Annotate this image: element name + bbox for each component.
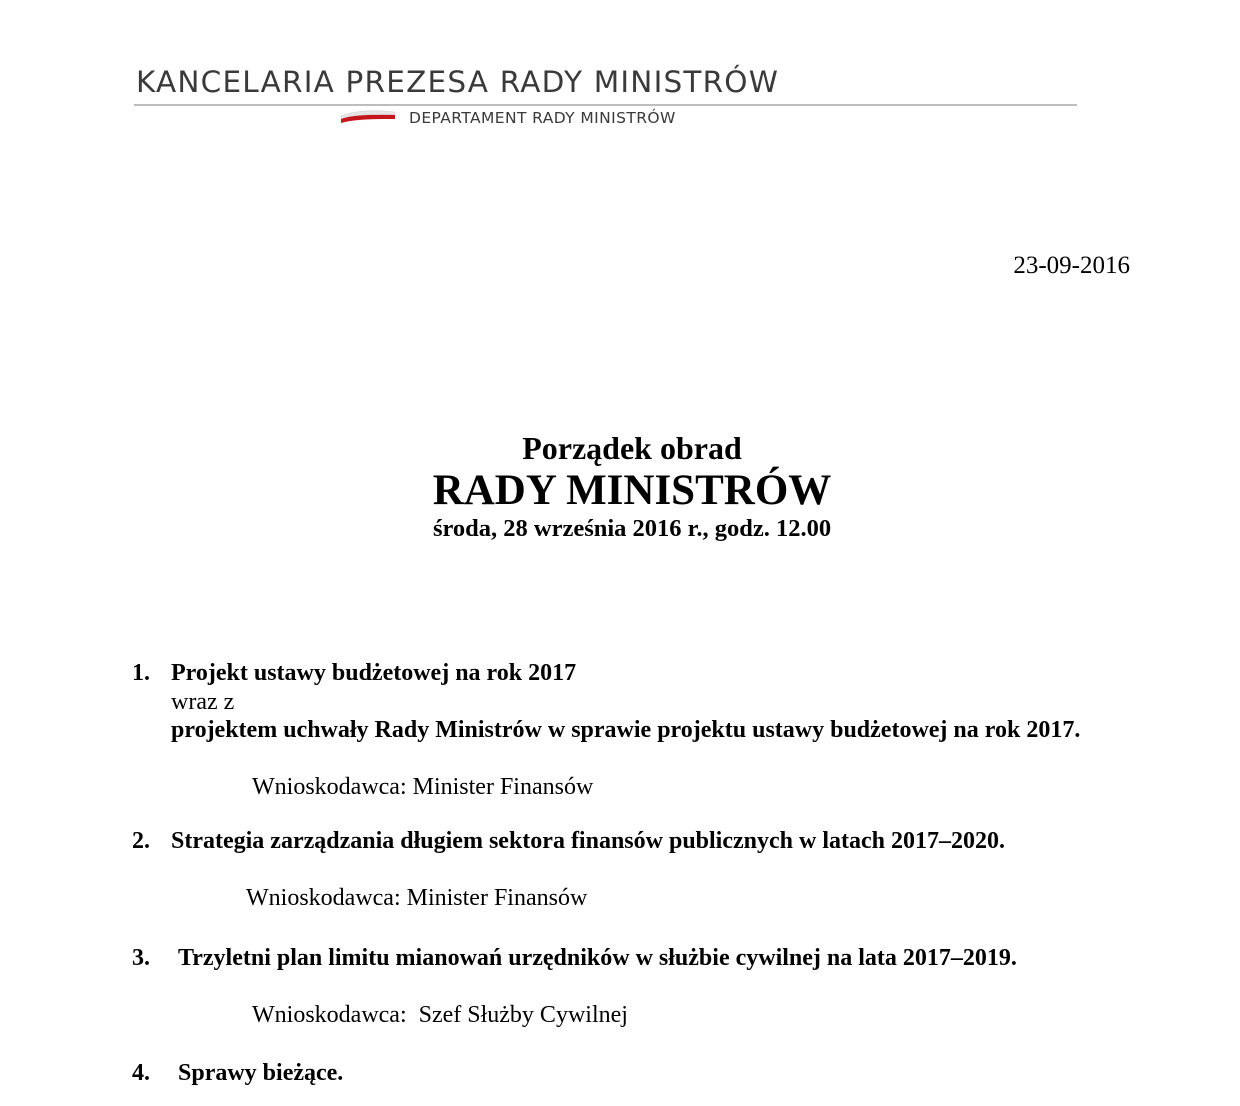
document-date: 23-09-2016 — [1013, 252, 1130, 279]
letterhead-title: KANCELARIA PREZESA RADY MINISTRÓW — [136, 65, 780, 99]
agenda-item-3-title: Trzyletni plan limitu mianowań urzędników w służbie cywilnej na lata 2017–2019. — [178, 945, 1017, 971]
agenda-item-1-applicant: Wnioskodawca: Minister Finansów — [252, 774, 594, 800]
meeting-datetime: środa, 28 września 2016 r., godz. 12.00 — [432, 515, 832, 542]
agenda-item-4-title: Sprawy bieżące. — [178, 1060, 344, 1086]
agenda-item-2-title: Strategia zarządzania długiem sektora finansów publicznych w latach 2017–2020. — [171, 828, 1005, 854]
agenda-item-2-applicant: Wnioskodawca: Minister Finansów — [246, 885, 588, 911]
agenda-item-1-title-continued: projektem uchwały Rady Ministrów w sprawie projektu ustawy budżetowej na rok 2017. — [171, 717, 1081, 743]
agenda-item-4-number: 4. — [132, 1060, 150, 1086]
agenda-item-1-title: Projekt ustawy budżetowej na rok 2017 — [171, 660, 577, 686]
council-name: RADY MINISTRÓW — [432, 467, 832, 514]
agenda-item-1-connector: wraz z — [171, 689, 235, 715]
polish-flag-logo-icon — [338, 107, 398, 125]
agenda-item-2-number: 2. — [132, 828, 150, 854]
letterhead-divider — [134, 104, 1077, 106]
agenda-item-1-number: 1. — [132, 660, 150, 686]
agenda-heading: Porządek obrad — [522, 430, 742, 466]
agenda-item-3-applicant: Wnioskodawca: Szef Służby Cywilnej — [252, 1002, 628, 1028]
agenda-item-3-number: 3. — [132, 945, 150, 971]
letterhead-department: DEPARTAMENT RADY MINISTRÓW — [409, 109, 676, 127]
